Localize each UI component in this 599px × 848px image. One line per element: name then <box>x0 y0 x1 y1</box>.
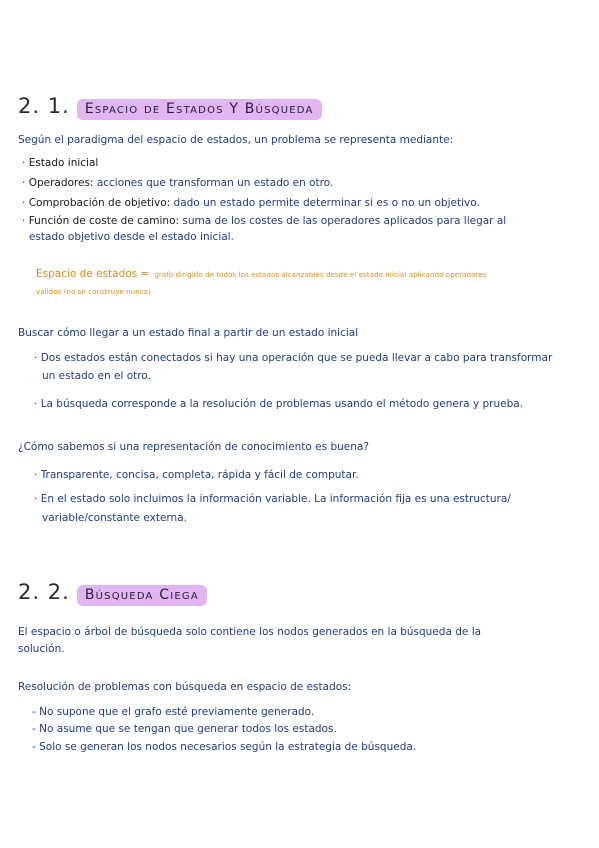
list-item <box>22 197 480 210</box>
bullet-text: No supone que el grafo esté previamente generado. <box>39 706 315 718</box>
representation-question: ¿Cómo sabemos si una representación de conocimiento es buena? <box>18 441 369 453</box>
state-space-label: Espacio de estados = <box>36 268 150 280</box>
state-space-definition <box>36 262 486 282</box>
search-heading: Buscar cómo llegar a un estado final a partir de un estado inicial <box>18 327 359 339</box>
state-space-def-line1: grafo dirigido de todos los estados alcanzables desde el estado inicial aplicando operadores <box>154 271 487 279</box>
list-item <box>34 398 523 411</box>
bullet-dash: - <box>32 723 40 735</box>
bullet-dot: · <box>22 215 29 227</box>
bullet-text: Transparente, concisa, completa, rápida y fácil de computar. <box>40 469 359 481</box>
list-item-continuation: estado objetivo desde el estado inicial. <box>29 231 234 243</box>
bullet-text: Dos estados están conectados si hay una operación que se pueda llevar a cabo para transformar <box>40 352 553 364</box>
section-1-intro: Según el paradigma del espacio de estados, un problema se representa mediante: <box>18 134 454 146</box>
section-2-intro-line1: El espacio o árbol de búsqueda solo contiene los nodos generados en la búsqueda de la <box>18 626 482 638</box>
bullet-dot: · <box>34 469 41 481</box>
bullet-label: Operadores: <box>28 177 94 189</box>
list-item <box>32 723 337 736</box>
bullet-dot: · <box>22 157 29 169</box>
bullet-dot: · <box>34 398 41 410</box>
bullet-label: Estado inicial <box>28 157 99 169</box>
list-item <box>22 157 98 170</box>
list-item-continuation: variable/constante externa. <box>42 512 187 524</box>
list-item <box>22 215 506 228</box>
list-item <box>34 469 359 482</box>
bullet-dot: · <box>34 493 41 505</box>
bullet-label: Comprobación de objetivo: <box>28 197 171 209</box>
resolution-heading: Resolución de problemas con búsqueda en espacio de estados: <box>18 681 352 693</box>
bullet-text: En el estado solo incluimos la información variable. La información fija es una estructura/ <box>40 493 511 505</box>
section-1-heading <box>18 94 322 118</box>
bullet-dash: - <box>32 706 40 718</box>
section-2-heading <box>18 580 207 604</box>
bullet-text: La búsqueda corresponde a la resolución de problemas usando el método genera y prueba. <box>40 398 524 410</box>
bullet-text: Solo se generan los nodos necesarios según la estrategia de búsqueda. <box>39 741 417 753</box>
list-item-continuation: un estado en el otro. <box>42 370 151 382</box>
bullet-dot: · <box>22 177 29 189</box>
list-item <box>32 741 416 754</box>
list-item <box>34 493 511 506</box>
bullet-text: acciones que transforman un estado en otro. <box>96 177 334 189</box>
section-2-title: Búsqueda Ciega <box>77 585 207 606</box>
section-2-intro-line2: solución. <box>18 643 65 655</box>
section-2-number: 2. 2. <box>18 580 70 604</box>
list-item <box>22 177 333 190</box>
bullet-dot: · <box>22 197 29 209</box>
bullet-dash: - <box>32 741 40 753</box>
section-1-title: Espacio de Estados Y Búsqueda <box>77 99 322 120</box>
list-item <box>32 706 314 719</box>
state-space-def-line2: válidos (no se construye nunca) <box>36 288 152 296</box>
section-1-number: 2. 1. <box>18 94 70 118</box>
list-item <box>34 352 552 365</box>
bullet-text: suma de los costes de las operadores aplicados para llegar al <box>182 215 507 227</box>
bullet-label: Función de coste de camino: <box>28 215 180 227</box>
bullet-dot: · <box>34 352 41 364</box>
bullet-text: No asume que se tengan que generar todos los estados. <box>39 723 337 735</box>
bullet-text: dado un estado permite determinar si es o no un objetivo. <box>173 197 480 209</box>
